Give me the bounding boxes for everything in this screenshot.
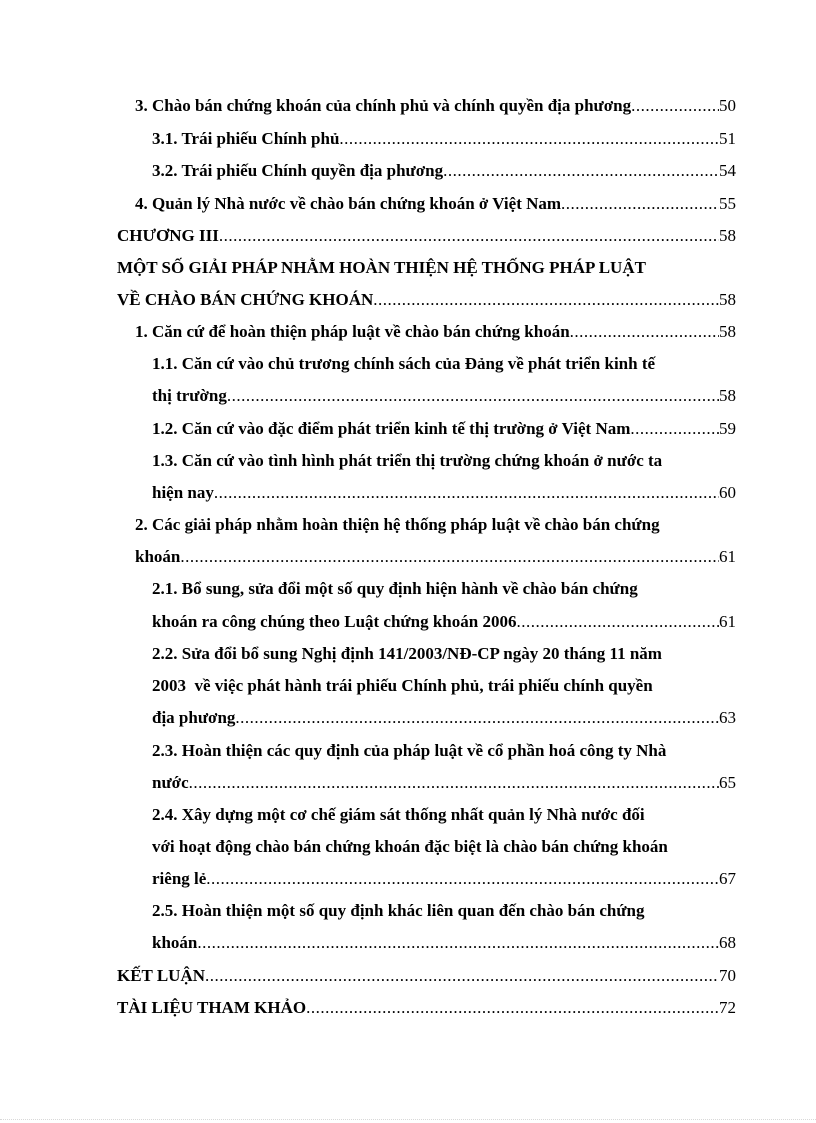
toc-entry [152,418,736,440]
leader-dots [561,193,719,215]
toc-entry [135,193,736,215]
toc-entry-line [152,578,736,600]
toc-entry-title: CHƯƠNG III [117,226,219,245]
toc-page-number: 68 [719,933,736,952]
toc-entry [152,160,736,182]
toc-page-number: 58 [719,386,736,405]
toc-entry [152,482,736,504]
leader-dots [631,95,719,117]
toc-page-number: 60 [719,483,736,502]
toc-entry-title: 3.2. Trái phiếu Chính quyền địa phương [152,161,444,180]
toc-entry-title: 2. Các giải pháp nhằm hoàn thiện hệ thống pháp luật về chào bán chứng [135,515,660,534]
toc-entry [152,932,736,954]
toc-entry [135,95,736,117]
toc-page-number: 61 [719,612,736,631]
toc-entry-line [152,450,736,472]
leader-dots [219,225,719,247]
toc-entry [117,965,736,987]
toc-entry-line [152,353,736,375]
toc-entry [152,707,736,729]
leader-dots [206,868,719,890]
toc-entry [152,128,736,150]
toc-entry-title: riêng lẻ [152,869,207,888]
toc-entry-line [152,740,736,762]
toc-entry [135,546,736,568]
toc-entry-title: 1.3. Căn cứ vào tình hình phát triển thị trường chứng khoán ở nước ta [152,451,663,470]
toc-entry-line [135,514,736,536]
toc-page-number: 58 [719,322,736,341]
leader-dots [443,160,719,182]
toc-entry-title: 2.5. Hoàn thiện một số quy định khác liên quan đến chào bán chứng [152,901,645,920]
toc-entry-title: 2.4. Xây dựng một cơ chế giám sát thống nhất quản lý Nhà nước đối [152,805,645,824]
toc-entry-title: địa phương [152,708,236,727]
leader-dots [373,289,719,311]
toc-entry [152,611,736,633]
toc-entry-title: 1. Căn cứ để hoàn thiện pháp luật về chào bán chứng khoán [135,322,570,341]
toc-entry-title: 2.2. Sửa đổi bổ sung Nghị định 141/2003/NĐ-CP ngày 20 tháng 11 năm [152,644,662,663]
leader-dots [205,965,719,987]
toc-entry-title: 2.1. Bổ sung, sửa đổi một số quy định hiện hành về chào bán chứng [152,579,638,598]
leader-dots [197,932,719,954]
toc-page-number: 67 [719,869,736,888]
leader-dots [214,482,719,504]
toc-entry-line [152,804,736,826]
toc-page-number: 70 [719,966,736,985]
toc-page-number: 58 [719,226,736,245]
toc-entry-title: với hoạt động chào bán chứng khoán đặc biệt là chào bán chứng khoán [152,837,668,856]
toc-entry-title: VỀ CHÀO BÁN CHỨNG KHOÁN [117,290,374,309]
toc-entry-title: 2.3. Hoàn thiện các quy định của pháp luật về cổ phần hoá công ty Nhà [152,741,667,760]
toc-entry-title: nước [152,773,189,792]
toc-entry-title: TÀI LIỆU THAM KHẢO [117,998,307,1017]
toc-entry-title: hiện nay [152,483,214,502]
leader-dots [227,385,719,407]
toc-page-number: 58 [719,290,736,309]
toc-entry [152,385,736,407]
page-bottom-border [0,1119,816,1120]
toc-page-number: 63 [719,708,736,727]
toc-entry-title: khoán [135,547,181,566]
toc-entry-title: 4. Quản lý Nhà nước về chào bán chứng khoán ở Việt Nam [135,194,562,213]
toc-entry [117,997,736,1019]
toc-page-number: 55 [719,194,736,213]
toc-entry [117,289,736,311]
toc-entry-title: khoán [152,933,198,952]
leader-dots [235,707,719,729]
toc-entry-title: thị trường [152,386,227,405]
toc-page-number: 54 [719,161,736,180]
toc-entry-line [152,900,736,922]
toc-entry [152,868,736,890]
toc-entry-title: MỘT SỐ GIẢI PHÁP NHẰM HOÀN THIỆN HỆ THỐNG PHÁP LUẬT [117,258,646,277]
toc-page-number: 50 [719,96,736,115]
toc-entry [135,321,736,343]
toc-entry [152,772,736,794]
toc-entry-title: 2003 về việc phát hành trái phiếu Chính phủ, trái phiếu chính quyền [152,676,653,695]
toc-page-number: 59 [719,419,736,438]
leader-dots [630,418,719,440]
leader-dots [180,546,719,568]
leader-dots [570,321,719,343]
toc-entry-title: 1.1. Căn cứ vào chủ trương chính sách của Đảng về phát triển kinh tế [152,354,656,373]
toc-entry [117,225,736,247]
toc-entry-title: 3. Chào bán chứng khoán của chính phủ và chính quyền địa phương [135,96,632,115]
toc-page-number: 65 [719,773,736,792]
toc-entry-title: 3.1. Trái phiếu Chính phủ [152,129,340,148]
leader-dots [339,128,719,150]
toc-page-number: 72 [719,998,736,1017]
toc-entry-title: KẾT LUẬN [117,966,206,985]
toc-entry-title: 1.2. Căn cứ vào đặc điểm phát triển kinh tế thị trường ở Việt Nam [152,419,631,438]
toc-entry-title: khoán ra công chúng theo Luật chứng khoán 2006 [152,612,517,631]
leader-dots [306,997,719,1019]
toc-entry-line [152,836,736,858]
toc-page-number: 61 [719,547,736,566]
toc-entry-line [152,643,736,665]
toc-entry-line [117,257,736,279]
leader-dots [516,611,719,633]
toc-entry-line [152,675,736,697]
leader-dots [189,772,719,794]
toc-page-number: 51 [719,129,736,148]
